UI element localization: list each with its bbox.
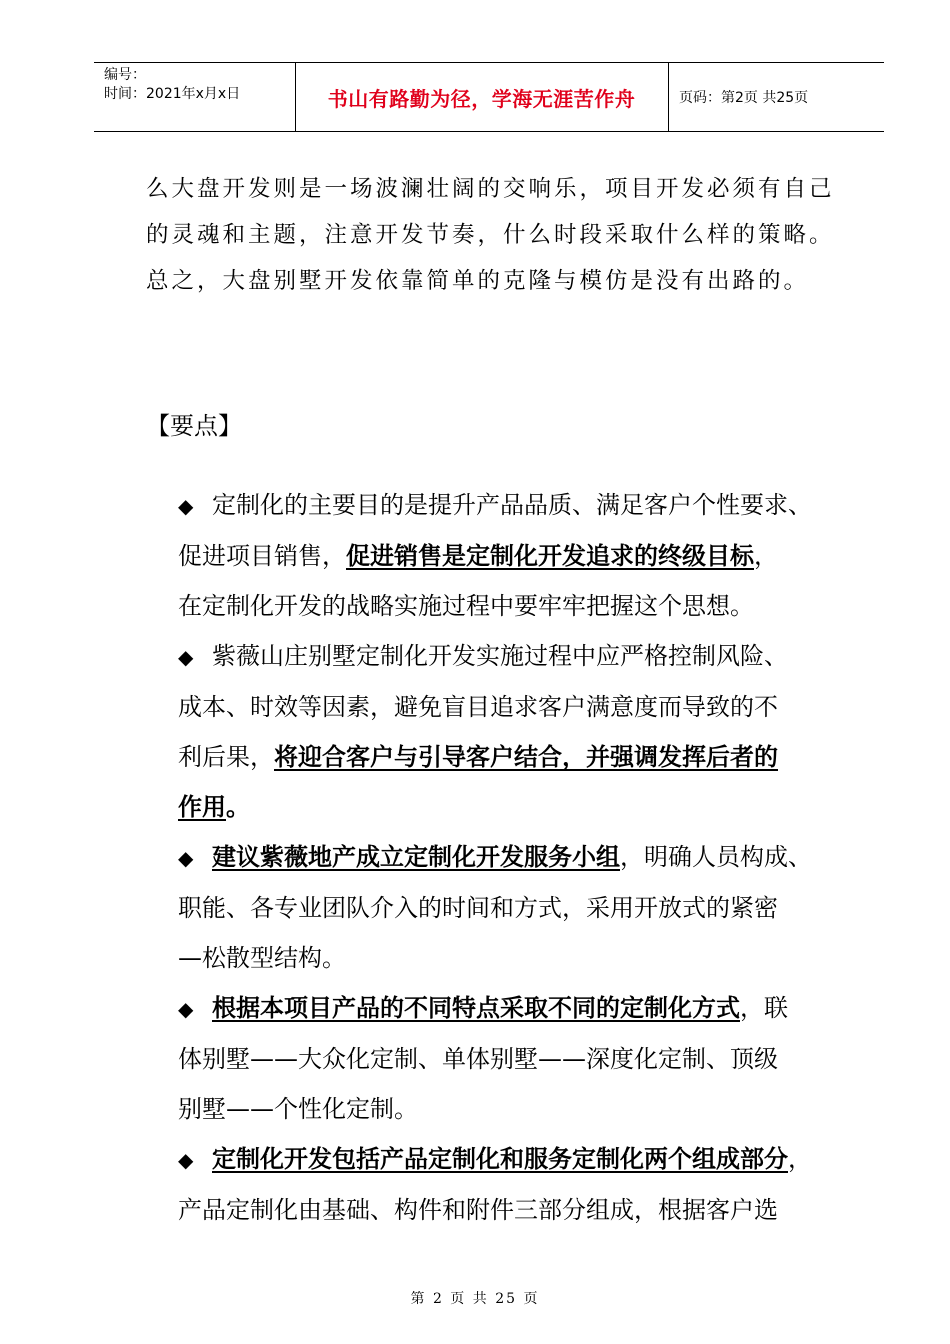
point-4-line — [178, 983, 858, 1034]
page-footer: 第 2 页 共 25 页 — [410, 1291, 540, 1307]
continuation-paragraph — [146, 166, 846, 304]
point-emphasis: 定制化开发包括产品定制化和服务定制化两个组成部分 — [212, 1145, 788, 1173]
point-emphasis: 作用 — [178, 793, 226, 821]
paragraph-line: 的灵魂和主题，注意开发节奏，什么时段采取什么样的策略。 — [146, 222, 835, 248]
header-left-cell — [94, 63, 296, 131]
point-4-line — [178, 1084, 858, 1134]
header-page-info: 页码：第2页 共25页 — [679, 90, 809, 106]
point-text: 职能、各专业团队介入的时间和方式，采用开放式的紧密 — [178, 894, 778, 922]
key-points-list — [178, 480, 858, 1235]
header-motto: 书山有路勤为径，学海无涯苦作舟 — [327, 87, 636, 111]
point-1-line — [178, 581, 858, 631]
point-text: 促进项目销售， — [178, 542, 346, 570]
header-motto-cell — [295, 63, 669, 131]
point-text: 。 — [226, 793, 250, 821]
point-2-line — [178, 682, 858, 732]
point-text: 利后果， — [178, 743, 274, 771]
page-header — [94, 62, 884, 132]
point-text: 体别墅——大众化定制、单体别墅——深度化定制、顶级 — [178, 1045, 778, 1073]
point-2-line — [178, 732, 858, 782]
point-emphasis: 根据本项目产品的不同特点采取不同的定制化方式 — [212, 994, 740, 1022]
point-2-line — [178, 782, 858, 832]
point-5-line — [178, 1134, 858, 1185]
paragraph-line: 么大盘开发则是一场波澜壮阔的交响乐，项目开发必须有自己 — [146, 176, 835, 202]
paragraph-line: 总之，大盘别墅开发依靠简单的克隆与模仿是没有出路的。 — [146, 268, 810, 294]
diamond-bullet-icon: ◆ — [178, 1148, 194, 1172]
point-emphasis: 促进销售是定制化开发追求的终级目标 — [346, 542, 754, 570]
point-2-line — [178, 631, 858, 682]
document-number-label: 编号： — [104, 67, 146, 83]
point-text: 在定制化开发的战略实施过程中要牢牢把握这个思想。 — [178, 592, 754, 620]
point-text: ， — [754, 542, 778, 570]
point-3-line — [178, 933, 858, 983]
point-text: 定制化的主要目的是提升产品品质、满足客户个性要求、 — [212, 491, 812, 519]
diamond-bullet-icon: ◆ — [178, 846, 194, 870]
point-text: 产品定制化由基础、构件和附件三部分组成，根据客户选 — [178, 1196, 778, 1224]
point-emphasis: 建议紫薇地产成立定制化开发服务小组 — [212, 843, 620, 871]
point-text: 成本、时效等因素，避免盲目追求客户满意度而导致的不 — [178, 693, 778, 721]
point-3-line — [178, 883, 858, 933]
diamond-bullet-icon: ◆ — [178, 997, 194, 1021]
point-text: ，明确人员构成、 — [620, 843, 812, 871]
point-1-line — [178, 480, 858, 531]
point-text: —松散型结构。 — [178, 944, 346, 972]
header-page-cell — [669, 63, 884, 131]
point-5-line — [178, 1185, 858, 1235]
diamond-bullet-icon: ◆ — [178, 645, 194, 669]
point-text: ， — [788, 1145, 812, 1173]
point-4-line — [178, 1034, 858, 1084]
point-text: 紫薇山庄别墅定制化开发实施过程中应严格控制风险、 — [212, 642, 788, 670]
point-text: ，联 — [740, 994, 788, 1022]
point-1-line — [178, 531, 858, 581]
point-3-line — [178, 832, 858, 883]
document-time-label: 时间：2021年x月x日 — [104, 86, 241, 102]
point-text: 别墅——个性化定制。 — [178, 1095, 418, 1123]
diamond-bullet-icon: ◆ — [178, 494, 194, 518]
point-emphasis: 将迎合客户与引导客户结合，并强调发挥后者的 — [274, 743, 778, 771]
section-title: 【要点】 — [146, 412, 242, 440]
